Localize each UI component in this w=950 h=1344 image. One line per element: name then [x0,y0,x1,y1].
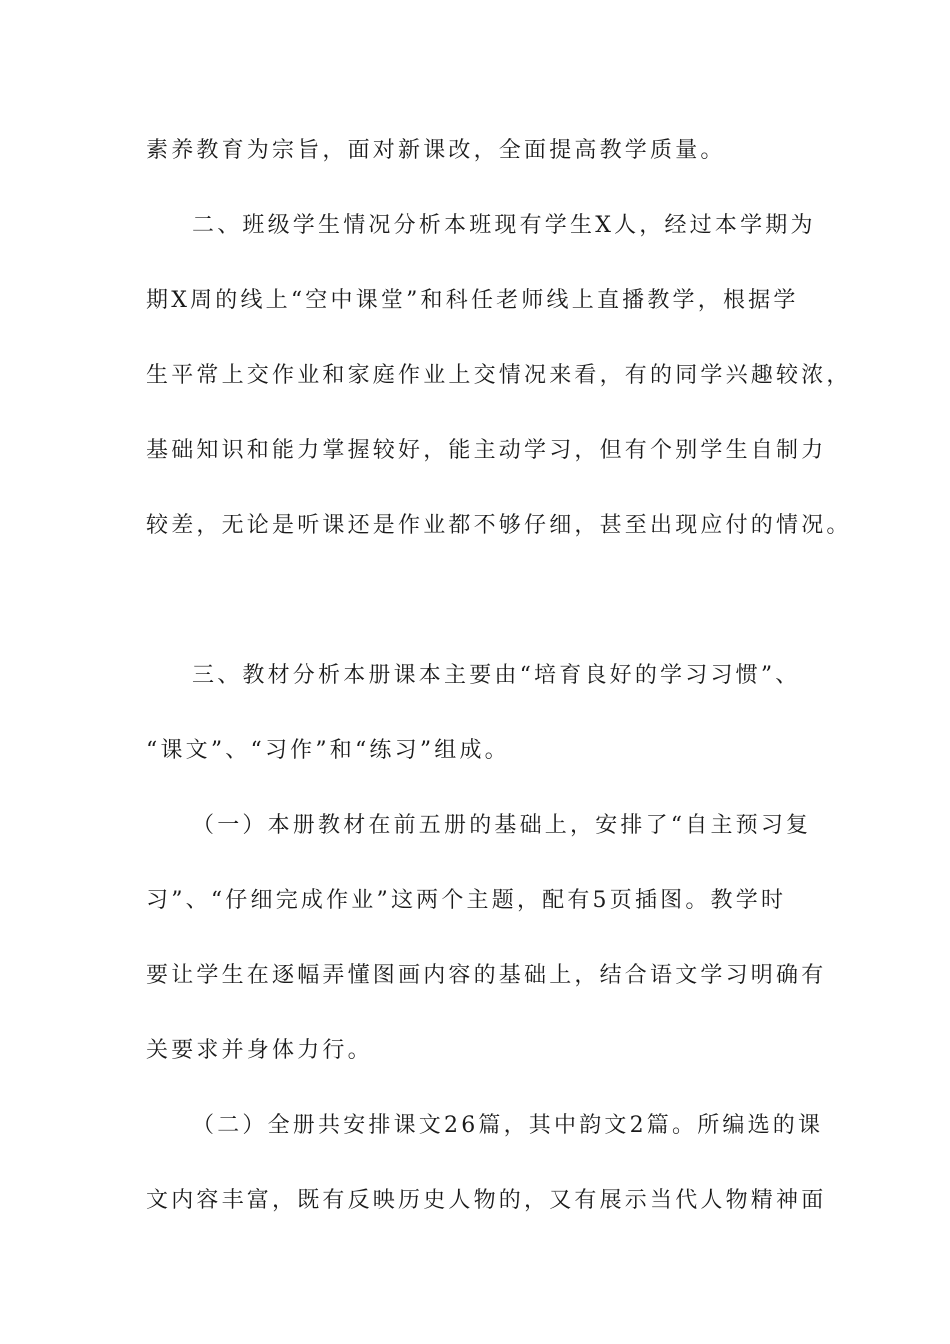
section-heading-class-analysis: 二、班级学生情况分析本班现有学生X人，经过本学期为 [192,213,816,238]
subsection-2: （二）全册共安排课文26篇，其中韵文2篇。所编选的课 [192,1113,824,1138]
text-line: 素养教育为宗旨，面对新课改，全面提高教学质量。 [146,138,726,163]
text-line: 习”、“仔细完成作业”这两个主题，配有5页插图。教学时 [146,888,787,913]
subsection-1: （一）本册教材在前五册的基础上，安排了“自主预习复 [192,813,812,838]
text-line: 要让学生在逐幅弄懂图画内容的基础上，结合语文学习明确有 [146,963,827,988]
text-line: 基础知识和能力掌握较好，能主动学习，但有个别学生自制力 [146,438,827,463]
text-line: “课文”、“习作”和“练习”组成。 [146,738,510,763]
section-heading-textbook-analysis: 三、教材分析本册课本主要由“培育良好的学习习惯”、 [192,663,801,688]
text-line: 期X周的线上“空中课堂”和科任老师线上直播教学，根据学 [146,288,799,313]
text-line: 文内容丰富，既有反映历史人物的，又有展示当代人物精神面 [146,1188,827,1213]
text-line: 较差，无论是听课还是作业都不够仔细，甚至出现应付的情况。 [146,513,852,538]
text-line: 关要求并身体力行。 [146,1038,373,1063]
text-line: 生平常上交作业和家庭作业上交情况来看，有的同学兴趣较浓， [146,363,852,388]
